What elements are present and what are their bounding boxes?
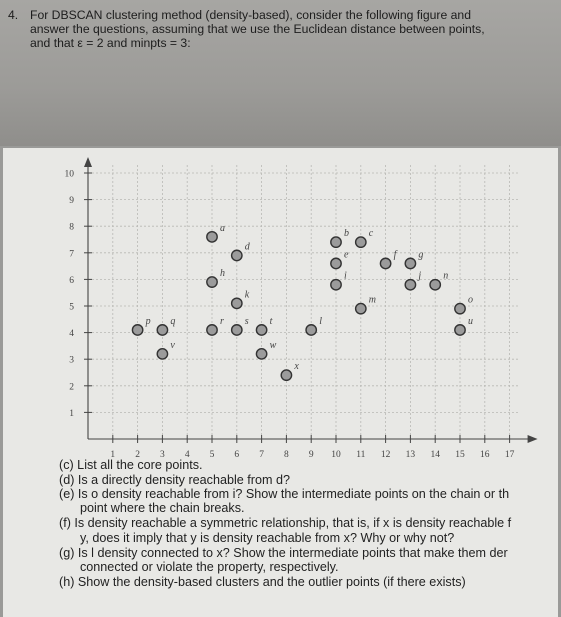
question-e1: (e) Is o density reachable from i? Show the intermediate points on the chain or th: [59, 487, 510, 501]
point-label-f: f: [393, 249, 397, 261]
point-label-b: b: [344, 228, 349, 240]
point-label-i: i: [344, 270, 347, 282]
y-tick-label: 7: [69, 249, 74, 260]
figure-page: [3, 148, 558, 617]
point-label-t: t: [269, 315, 273, 327]
data-point-q: [157, 325, 167, 335]
point-label-u: u: [468, 315, 473, 327]
data-point-i: [331, 280, 341, 290]
header-line-1: 4. For DBSCAN clustering method (density-based), consider the following figure and: [8, 8, 471, 22]
data-point-j: [405, 280, 415, 290]
data-point-u: [455, 325, 465, 335]
x-tick-label: 2: [135, 450, 140, 460]
header-line-2: answer the questions, assuming that we use the Euclidean distance between points,: [30, 22, 485, 36]
point-label-j: j: [418, 270, 422, 282]
point-label-c: c: [368, 228, 374, 240]
question-number: 4.: [8, 8, 19, 22]
x-tick-label: 8: [284, 450, 289, 460]
point-label-v: v: [170, 339, 175, 351]
x-tick-label: 7: [259, 450, 264, 460]
y-tick-label: 9: [69, 196, 74, 207]
question-c: (c) List all the core points.: [59, 458, 203, 472]
y-tick-label: 6: [69, 275, 74, 286]
x-tick-label: 6: [234, 450, 240, 460]
x-tick-label: 9: [308, 450, 314, 460]
point-label-n: n: [443, 270, 449, 282]
data-point-n: [430, 280, 440, 290]
x-tick-label: 11: [356, 450, 366, 460]
x-tick-label: 10: [331, 450, 341, 460]
y-tick-label: 1: [69, 408, 74, 419]
x-tick-label: 12: [380, 450, 391, 460]
x-tick-label: 13: [405, 450, 416, 460]
x-tick-label: 14: [430, 450, 440, 460]
y-tick-label: 2: [69, 382, 74, 393]
point-label-d: d: [244, 241, 250, 253]
y-tick-label: 10: [64, 169, 74, 180]
question-e2: point where the chain breaks.: [80, 501, 245, 515]
x-tick-label: 1: [110, 450, 116, 460]
point-label-e: e: [344, 249, 349, 261]
point-label-o: o: [468, 294, 473, 306]
point-label-r: r: [220, 315, 224, 327]
question-d: (d) Is a directly density reachable from d?: [59, 473, 290, 487]
data-point-x: [281, 370, 291, 380]
question-4-text: [8, 8, 553, 50]
data-point-v: [157, 349, 167, 359]
data-point-w: [256, 349, 266, 359]
point-label-l: l: [319, 315, 322, 327]
data-point-t: [256, 325, 266, 335]
x-tick-label: 5: [209, 450, 215, 460]
x-tick-label: 17: [504, 450, 515, 460]
point-label-a: a: [220, 222, 225, 234]
point-label-w: w: [269, 339, 277, 351]
data-point-r: [207, 325, 217, 335]
data-point-p: [132, 325, 142, 335]
data-point-g: [405, 258, 415, 268]
question-f2: y, does it imply that y is density reachable from x? Why or why not?: [80, 531, 455, 545]
data-point-l: [306, 325, 316, 335]
data-point-f: [380, 258, 390, 268]
point-label-q: q: [170, 315, 176, 327]
x-tick-label: 3: [160, 450, 165, 460]
question-f1: (f) Is density reachable a symmetric relationship, that is, if x is density reachable f: [59, 516, 512, 530]
x-tick-label: 15: [455, 450, 465, 460]
question-h: (h) Show the density-based clusters and the outlier points (if there exists): [59, 575, 466, 589]
data-point-k: [232, 298, 242, 308]
question-g1: (g) Is l density connected to x? Show the intermediate points that make them der: [59, 546, 508, 560]
point-label-h: h: [220, 268, 225, 280]
data-point-s: [232, 325, 242, 335]
dbscan-scatter-plot: [3, 148, 558, 468]
question-header: [0, 0, 561, 146]
question-g2: connected or violate the property, respectively.: [80, 560, 339, 574]
point-label-k: k: [244, 289, 250, 301]
data-point-o: [455, 303, 465, 313]
y-tick-label: 3: [69, 355, 74, 366]
y-tick-label: 8: [69, 222, 74, 233]
x-axis-arrow: [528, 435, 538, 443]
data-point-m: [356, 303, 366, 313]
data-point-d: [232, 250, 242, 260]
data-point-e: [331, 258, 341, 268]
data-point-c: [356, 237, 366, 247]
point-label-g: g: [418, 249, 424, 261]
y-axis-arrow: [84, 157, 92, 167]
data-point-h: [207, 277, 217, 287]
header-line-3: and that ε = 2 and minpts = 3:: [30, 36, 191, 50]
data-point-a: [207, 232, 217, 242]
x-tick-label: 16: [480, 450, 490, 460]
point-label-s: s: [244, 315, 249, 327]
data-point-b: [331, 237, 341, 247]
point-label-x: x: [294, 361, 299, 373]
y-tick-label: 5: [69, 302, 74, 313]
x-tick-label: 4: [184, 450, 190, 460]
point-label-p: p: [145, 315, 151, 327]
y-tick-label: 4: [69, 329, 74, 340]
point-label-m: m: [368, 294, 377, 306]
